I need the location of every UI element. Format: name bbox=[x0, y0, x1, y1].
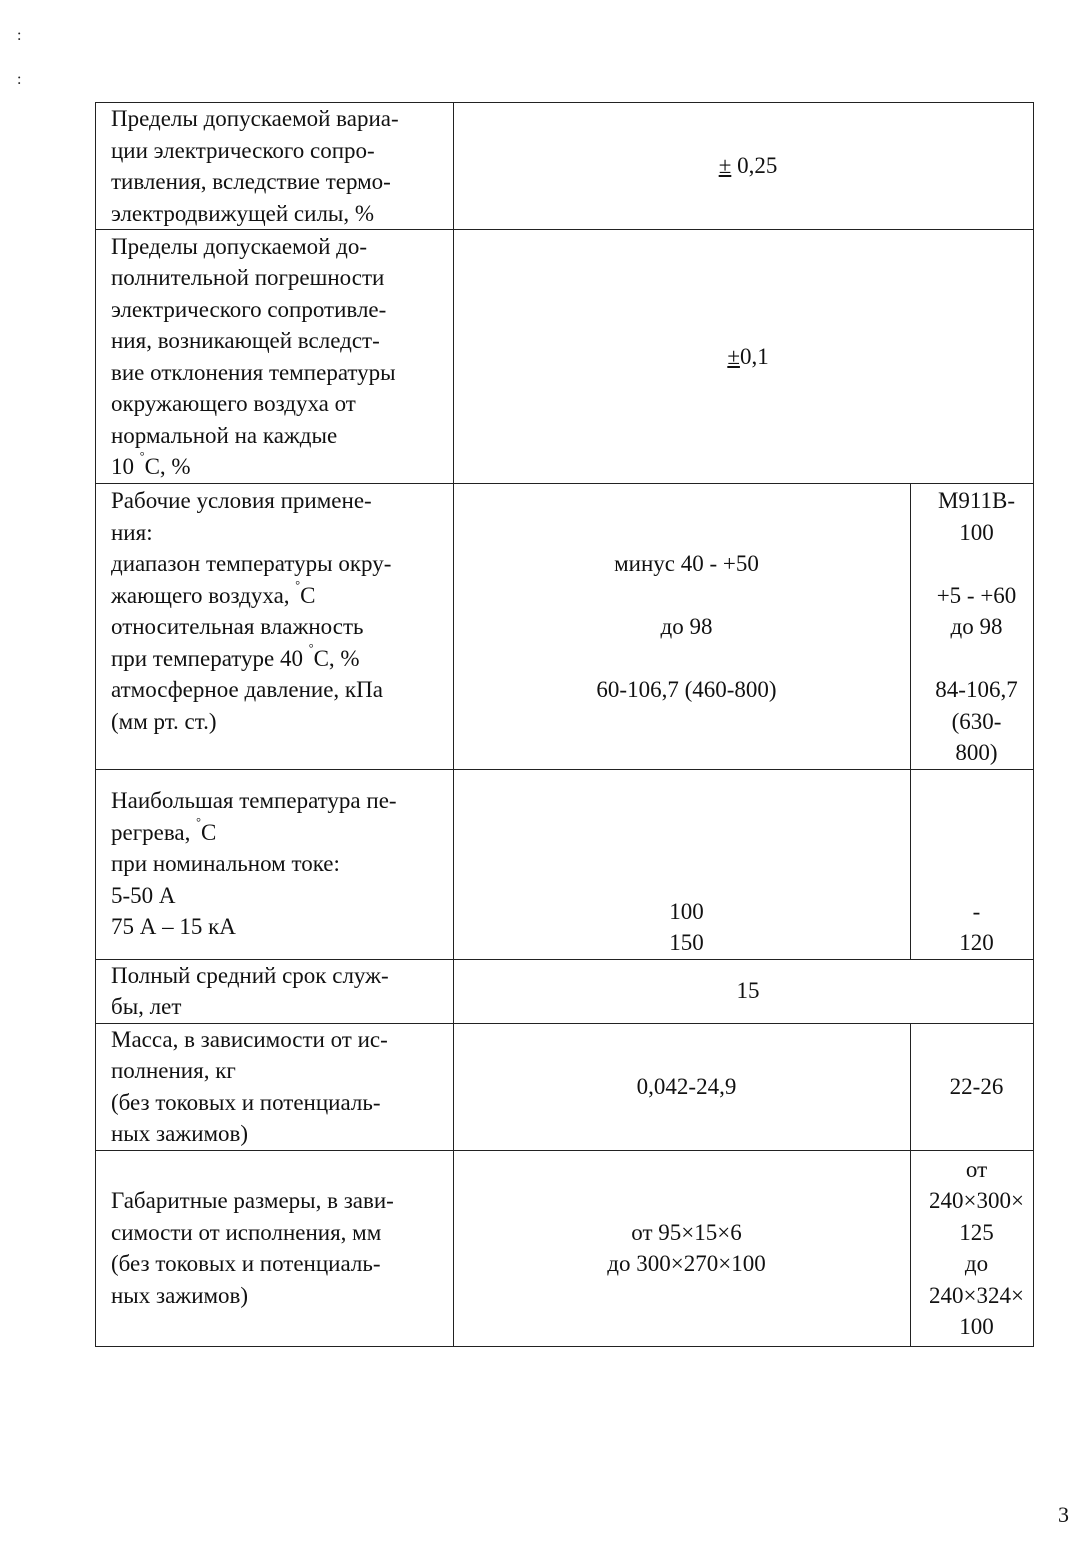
row-value bbox=[454, 484, 911, 770]
degree-sign: ° bbox=[196, 814, 201, 829]
specifications-table bbox=[95, 102, 1034, 1347]
row-value-m911v: - 120 bbox=[911, 769, 1034, 959]
table-row-dimensions bbox=[96, 1150, 1034, 1346]
margin-mark: : bbox=[17, 27, 22, 44]
value-pressure: 60-106,7 (460-800) bbox=[596, 677, 777, 702]
table-row-mass bbox=[96, 1023, 1034, 1150]
table-row-operating-conditions bbox=[96, 484, 1034, 770]
row-value-m911v: М911В- 100 +5 - +60 до 98 84-106,7 (630- 800) bbox=[911, 484, 1034, 770]
row-value: 15 bbox=[454, 959, 1034, 1023]
row-label: Рабочие условия примене- ния: диапазон температуры окру- жающего воздуха, °С относительная влажность при температуре 40 °С, % атмосферное давление, кПа (мм рт. ст.) bbox=[96, 484, 454, 770]
row-value: ± 0,25 bbox=[454, 103, 1034, 230]
table-row-service-life bbox=[96, 959, 1034, 1023]
degree-sign: ° bbox=[295, 577, 301, 592]
row-label: Наибольшая температура пе- регрева, °С при номинальном токе: 5-50 А 75 А – 15 кА bbox=[96, 769, 454, 959]
margin-mark: : bbox=[17, 71, 22, 88]
value-temperature: минус 40 - +50 bbox=[614, 551, 759, 576]
table-row-overheat-temperature bbox=[96, 769, 1034, 959]
row-value: ±0,1 bbox=[454, 230, 1034, 484]
plus-minus-sign: ± bbox=[718, 153, 732, 179]
row-label: Пределы допускаемой вариа- ции электрического сопро- тивления, вследствие термо- электродвижущей силы, % bbox=[96, 103, 454, 230]
model-label: М911В- bbox=[937, 488, 1016, 513]
row-value-m911v: от 240×300× 125 до 240×324× 100 bbox=[911, 1150, 1034, 1346]
degree-sign: ° bbox=[308, 640, 314, 655]
row-value-m911v: 22-26 bbox=[911, 1023, 1034, 1150]
table-row-variation bbox=[96, 103, 1034, 230]
row-label: Полный средний срок служ- бы, лет bbox=[96, 959, 454, 1023]
page-number: 3 bbox=[1058, 1502, 1069, 1527]
degree-sign: ° bbox=[139, 449, 145, 463]
row-label: Пределы допускаемой до- полнительной погрешности электрического сопротивле- ния, возникающей вследст- вие отклонения температуры окружающего воздуха от нормальной на каждые 10 °С, % bbox=[96, 230, 454, 484]
row-value: от 95×15×6 до 300×270×100 bbox=[454, 1150, 911, 1346]
row-label: Габаритные размеры, в зави- симости от исполнения, мм (без токовых и потенциаль- ных зажимов) bbox=[96, 1150, 454, 1346]
value-humidity: до 98 bbox=[660, 614, 713, 639]
table-row-additional-error bbox=[96, 230, 1034, 484]
row-label: Масса, в зависимости от ис- полнения, кг (без токовых и потенциаль- ных зажимов) bbox=[96, 1023, 454, 1150]
row-value: 0,042-24,9 bbox=[454, 1023, 911, 1150]
row-value: 100 150 bbox=[454, 769, 911, 959]
plus-minus-sign: ± bbox=[727, 343, 740, 369]
